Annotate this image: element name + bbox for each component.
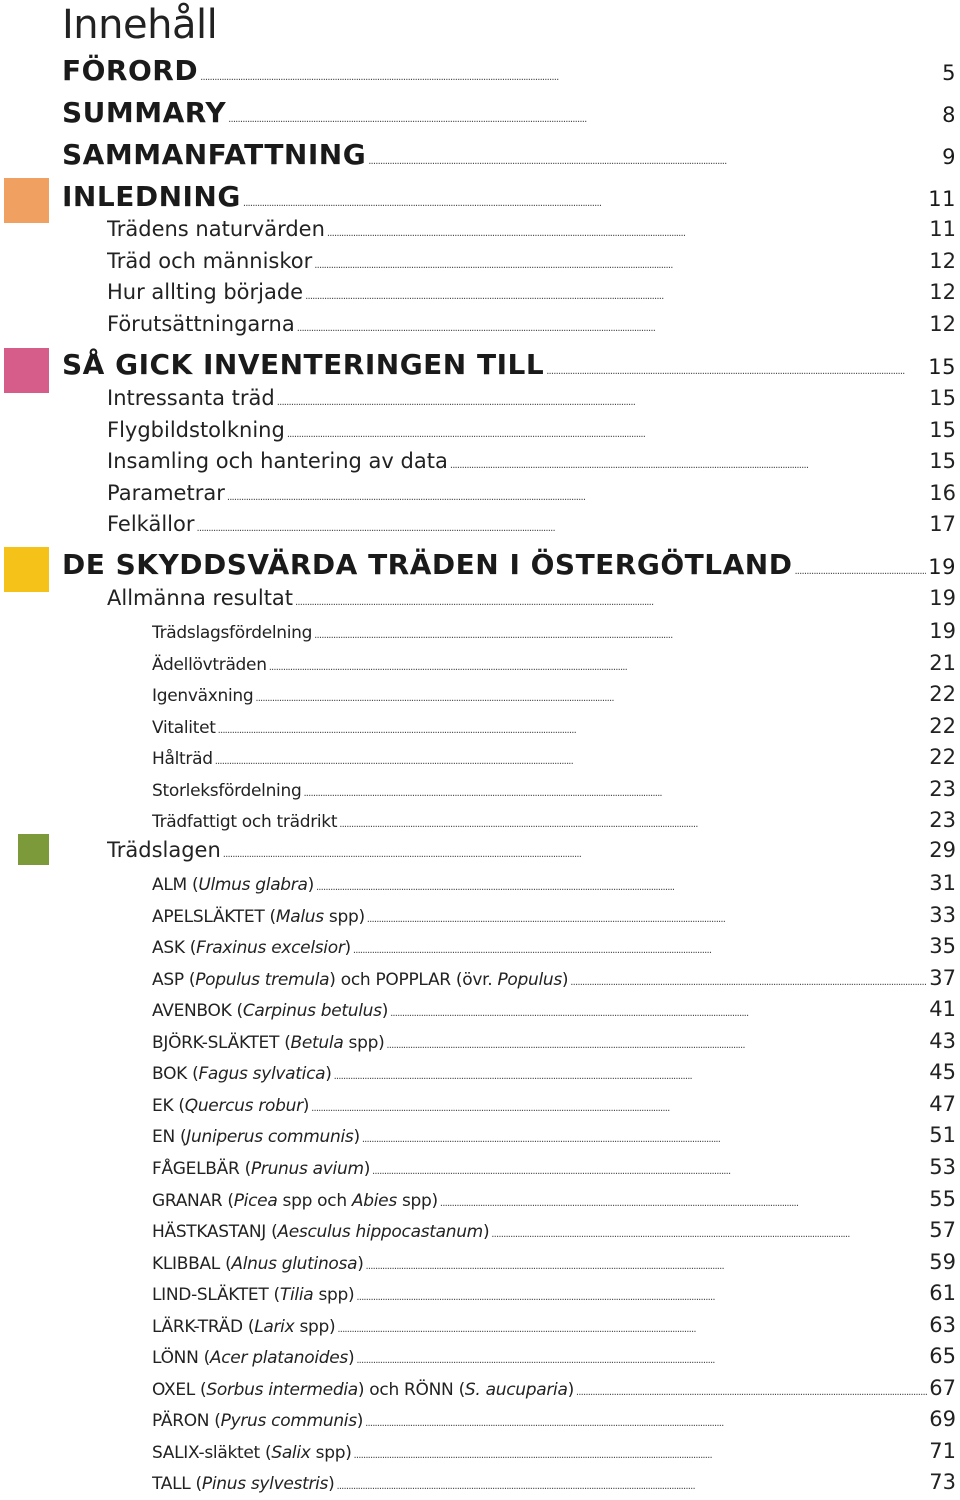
toc-entry-page: 29 — [929, 838, 956, 862]
toc-entry-page: 12 — [929, 312, 956, 336]
entry-text: spp) — [396, 1190, 438, 1211]
toc-entry-title — [152, 875, 314, 895]
entry-text: Ädellövträden — [152, 654, 267, 675]
toc-subentry[interactable] — [107, 217, 956, 247]
toc-entry-title — [152, 1033, 384, 1053]
toc-entry-title: Insamling och hantering av data — [107, 449, 448, 473]
toc-subsubentry[interactable] — [152, 1407, 956, 1435]
toc-entry-title — [152, 1317, 335, 1337]
toc-entry-title — [152, 1443, 352, 1463]
entry-text: KLIBBAL ( — [152, 1253, 232, 1274]
toc-entry-page: 37 — [929, 965, 956, 990]
toc-entry-title — [152, 970, 568, 990]
toc-entry-page: 33 — [929, 902, 956, 927]
toc-entry-title: INLEDNING — [62, 180, 241, 213]
toc-subsubentry[interactable] — [152, 966, 956, 994]
entry-text: spp) — [310, 1442, 352, 1463]
entry-text: ) — [307, 875, 314, 895]
entry-text: spp) — [313, 1285, 355, 1306]
toc-entry-title: Trädslagen — [107, 838, 221, 862]
entry-text: Hålträd — [152, 749, 213, 769]
toc-entry-page: 9 — [942, 145, 956, 169]
toc-subsubentry[interactable] — [152, 619, 956, 647]
toc-entry-page: 23 — [929, 776, 956, 801]
toc-entry-inventering[interactable] — [62, 348, 956, 386]
toc-entry-title — [152, 1348, 354, 1368]
toc-entry-page: 21 — [929, 650, 956, 675]
toc-entry-page: 41 — [929, 997, 956, 1022]
entry-text: FÅGELBÄR ( — [152, 1158, 251, 1179]
toc-subsubentry[interactable] — [152, 903, 956, 931]
toc-subentry[interactable] — [107, 586, 956, 616]
latin-name: Malus — [275, 906, 324, 927]
toc-entry-page: 15 — [928, 355, 956, 379]
entry-text: Trädfattigt och trädrikt — [152, 812, 338, 832]
toc-entry-page: 11 — [929, 217, 956, 241]
toc-entry-page: 12 — [929, 249, 956, 273]
toc-entry-title: Flygbildstolkning — [107, 418, 285, 442]
toc-entry-page: 16 — [929, 481, 956, 505]
toc-subsubentry[interactable] — [152, 808, 956, 836]
toc-entry-page: 31 — [929, 871, 956, 895]
latin-name: Acer platanoides — [209, 1348, 348, 1369]
entry-text: ) — [381, 1001, 389, 1022]
latin-name: Fraxinus excelsior — [196, 938, 345, 959]
toc-entry-title — [152, 1254, 364, 1274]
entry-text: OXEL ( — [152, 1379, 207, 1400]
latin-name: Fagus sylvatica — [198, 1064, 326, 1085]
toc-subentry[interactable] — [107, 249, 956, 279]
toc-subentry[interactable] — [107, 312, 956, 342]
toc-entry-title — [152, 907, 365, 927]
toc-entry-page: 22 — [929, 713, 956, 738]
toc-entry-page: 61 — [929, 1281, 956, 1306]
toc-entry-page: 22 — [929, 682, 956, 706]
latin-name: Populus — [497, 969, 562, 990]
entry-text: LIND-SLÄKTET ( — [152, 1285, 280, 1306]
toc-subsubentry[interactable] — [152, 682, 956, 710]
toc-entry-skyddsvarda[interactable] — [62, 548, 956, 586]
toc-entry-page: 15 — [929, 449, 956, 473]
latin-name: Picea — [233, 1190, 278, 1211]
toc-entry-title: Förutsättningarna — [107, 312, 295, 336]
section-marker-inventering — [4, 348, 49, 393]
toc-subentry[interactable] — [107, 386, 956, 416]
entry-text: BJÖRK-SLÄKTET ( — [152, 1032, 291, 1053]
toc-subsubentry[interactable] — [152, 871, 956, 899]
entry-text: ) — [567, 1379, 574, 1400]
latin-name: Sorbus intermedia — [206, 1379, 358, 1400]
toc-entry-title — [152, 1474, 334, 1494]
toc-entry-title: FÖRORD — [62, 54, 199, 87]
page-title: Innehåll — [62, 2, 218, 48]
toc-subsubentry[interactable] — [152, 714, 956, 742]
entry-text: PÄRON ( — [152, 1411, 221, 1432]
toc-entry-title: Parametrar — [107, 481, 225, 505]
toc-entry-page: 15 — [929, 386, 956, 410]
toc-subsubentry[interactable] — [152, 1123, 956, 1151]
entry-text: Igenväxning — [152, 686, 254, 706]
entry-text: Storleksfördelning — [152, 780, 302, 801]
toc-entry-page: 12 — [929, 280, 956, 304]
toc-subsubentry[interactable] — [152, 1250, 956, 1278]
toc-entry-inledning[interactable] — [62, 180, 956, 218]
toc-entry-page: 8 — [942, 103, 956, 127]
entry-text: TALL ( — [152, 1474, 202, 1495]
toc-subsubentry[interactable] — [152, 777, 956, 805]
entry-text: GRANAR ( — [152, 1190, 234, 1211]
toc-subsubentry[interactable] — [152, 1187, 956, 1215]
toc-entry-page: 73 — [929, 1470, 956, 1495]
entry-text: ) — [482, 1222, 490, 1243]
entry-text: ) — [363, 1158, 371, 1179]
section-marker-tradslagen — [18, 834, 49, 865]
entry-text: ASP ( — [152, 969, 196, 990]
toc-entry-page: 45 — [929, 1060, 956, 1085]
toc-entry-page: 5 — [942, 61, 956, 85]
toc-entry-title — [152, 1222, 489, 1242]
toc-entry-title — [152, 623, 312, 643]
toc-entry-page: 63 — [929, 1312, 956, 1337]
toc-entry-page: 65 — [929, 1344, 956, 1369]
toc-entry-page: 19 — [928, 555, 956, 579]
toc-entry-title — [152, 1285, 354, 1305]
toc-entry-sammanfattning[interactable] — [62, 138, 956, 176]
toc-entry-title: SÅ GICK INVENTERINGEN TILL — [62, 348, 545, 381]
toc-subsubentry[interactable] — [152, 1313, 956, 1341]
latin-name: Aesculus hippocastanum — [277, 1222, 483, 1243]
toc-entry-page: 69 — [929, 1407, 956, 1432]
entry-text: ) — [347, 1348, 355, 1369]
latin-name: Pinus sylvestris — [201, 1474, 329, 1495]
toc-entry-title — [152, 812, 337, 832]
entry-text: ) och POPPLAR (övr. — [329, 969, 498, 990]
toc-entry-page: 67 — [929, 1375, 956, 1400]
toc-entry-title: Hur allting började — [107, 280, 304, 304]
toc-entry-title — [152, 781, 301, 801]
toc-entry-title: DE SKYDDSVÄRDA TRÄDEN I ÖSTERGÖTLAND — [62, 548, 793, 581]
entry-text: ) — [328, 1474, 335, 1495]
toc-subsubentry[interactable] — [152, 1376, 956, 1404]
toc-subsubentry[interactable] — [152, 1060, 956, 1088]
entry-text: spp och — [277, 1190, 352, 1211]
toc-subsubentry[interactable] — [152, 997, 956, 1025]
entry-text: ) — [561, 969, 569, 990]
toc-entry-page: 51 — [929, 1123, 956, 1148]
latin-name: Pyrus communis — [220, 1411, 357, 1432]
toc-entry-title: SUMMARY — [62, 96, 227, 129]
toc-entry-title — [152, 749, 213, 769]
entry-text: Vitalitet — [152, 717, 216, 738]
latin-name: Carpinus betulus — [242, 1001, 382, 1022]
toc-entry-page: 15 — [929, 418, 956, 442]
toc-entry-title — [152, 938, 351, 958]
toc-entry-page: 55 — [929, 1186, 956, 1211]
toc-entry-page: 47 — [929, 1091, 956, 1116]
entry-text: spp) — [294, 1316, 336, 1337]
toc-entry-title — [152, 655, 267, 675]
toc-subentry[interactable] — [107, 512, 956, 542]
toc-subsubentry[interactable] — [152, 1281, 956, 1309]
toc-entry-page: 22 — [929, 745, 956, 769]
toc-subsubentry[interactable] — [152, 1439, 956, 1467]
toc-subentry[interactable] — [107, 280, 956, 310]
toc-entry-page: 35 — [929, 934, 956, 959]
latin-name: Betula — [290, 1032, 344, 1053]
toc-entry-page: 57 — [929, 1218, 956, 1243]
toc-subsubentry[interactable] — [152, 651, 956, 679]
latin-name: S. aucuparia — [464, 1379, 568, 1400]
toc-entry-title — [152, 1191, 438, 1211]
latin-name: Quercus robur — [184, 1095, 303, 1116]
latin-name: Prunus avium — [250, 1158, 364, 1179]
toc-entry-page: 19 — [929, 586, 956, 610]
toc-subentry[interactable] — [107, 481, 956, 511]
toc-entry-page: 71 — [929, 1438, 956, 1463]
entry-text: LÖNN ( — [152, 1348, 210, 1369]
entry-text: EK ( — [152, 1095, 185, 1116]
toc-subentry[interactable] — [107, 449, 956, 479]
entry-text: SALIX-släktet ( — [152, 1442, 272, 1463]
toc-subsubentry[interactable] — [152, 1218, 956, 1246]
toc-subentry[interactable] — [107, 838, 956, 868]
section-marker-skyddsvarda — [4, 547, 49, 592]
toc-entry-title — [152, 1127, 360, 1147]
latin-name: Alnus glutinosa — [231, 1253, 358, 1274]
toc-entry-title — [152, 1411, 363, 1431]
latin-name: Larix — [254, 1316, 295, 1337]
toc-entry-title — [152, 1159, 370, 1179]
entry-text: spp) — [323, 906, 365, 927]
toc-entry-page: 19 — [929, 619, 956, 643]
latin-name: Salix — [271, 1442, 311, 1463]
entry-text: APELSLÄKTET ( — [152, 906, 276, 927]
entry-text: ASK ( — [152, 938, 197, 959]
section-marker-inledning — [4, 178, 49, 223]
toc-entry-title: Felkällor — [107, 512, 195, 536]
entry-text: spp) — [343, 1032, 385, 1053]
toc-entry-title: Intressanta träd — [107, 386, 275, 410]
toc-entry-title — [152, 1064, 332, 1084]
entry-text: ) — [353, 1127, 360, 1148]
toc-subsubentry[interactable] — [152, 745, 956, 773]
toc-subsubentry[interactable] — [152, 1344, 956, 1372]
toc-entry-summary[interactable] — [62, 96, 956, 134]
toc-entry-title — [152, 1001, 388, 1021]
toc-entry-title: Trädens naturvärden — [107, 217, 325, 241]
toc-entry-title: Allmänna resultat — [107, 586, 294, 610]
entry-text: BOK ( — [152, 1064, 199, 1085]
toc-subsubentry[interactable] — [152, 1092, 956, 1120]
entry-text: ALM ( — [152, 875, 199, 895]
entry-text: Trädslagsfördelning — [152, 623, 313, 643]
entry-text: LÄRK-TRÄD ( — [152, 1316, 255, 1337]
entry-text: ) — [325, 1064, 332, 1085]
toc-entry-title: SAMMANFATTNING — [62, 138, 367, 171]
entry-text: ) — [356, 1411, 364, 1432]
entry-text: EN ( — [152, 1127, 187, 1148]
toc-subsubentry[interactable] — [152, 934, 956, 962]
entry-text: ) och RÖNN ( — [357, 1379, 465, 1400]
toc-entry-page: 59 — [929, 1249, 956, 1274]
entry-text: HÄSTKASTANJ ( — [152, 1222, 278, 1243]
latin-name: Ulmus glabra — [198, 875, 308, 895]
entry-text: AVENBOK ( — [152, 1001, 243, 1022]
latin-name: Populus tremula — [195, 969, 330, 990]
toc-entry-page: 11 — [928, 187, 956, 211]
latin-name: Abies — [351, 1190, 397, 1211]
entry-text: ) — [357, 1253, 364, 1274]
toc-entry-title — [152, 718, 216, 738]
toc-entry-page: 43 — [929, 1028, 956, 1053]
toc-entry-page: 53 — [929, 1154, 956, 1179]
entry-text: ) — [302, 1095, 310, 1116]
toc-entry-page: 17 — [929, 512, 956, 536]
latin-name: Juniperus communis — [186, 1127, 354, 1148]
toc-subsubentry[interactable] — [152, 1029, 956, 1057]
toc-entry-title — [152, 686, 253, 706]
toc-entry-title — [152, 1380, 574, 1400]
entry-text: ) — [344, 938, 351, 959]
toc-subsubentry[interactable] — [152, 1470, 956, 1498]
toc-entry-forord[interactable] — [62, 54, 956, 92]
toc-entry-title — [152, 1096, 309, 1116]
toc-entry-title: Träd och människor — [107, 249, 313, 273]
latin-name: Tilia — [279, 1285, 314, 1306]
toc-subsubentry[interactable] — [152, 1155, 956, 1183]
toc-subentry[interactable] — [107, 418, 956, 448]
toc-entry-page: 23 — [929, 808, 956, 832]
